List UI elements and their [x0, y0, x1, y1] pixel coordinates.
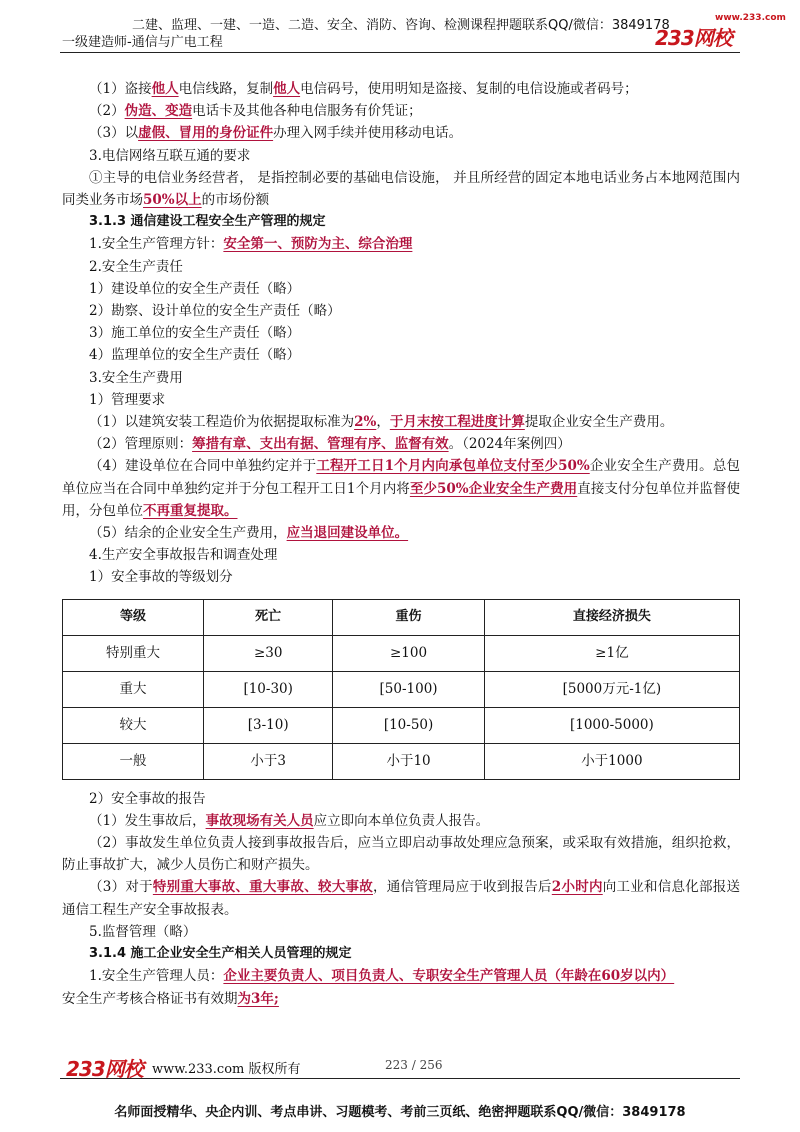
key-term: 不再重复提取。	[143, 502, 238, 519]
item-p3: （3）以虚假、冒用的身份证件办理入网手续并使用移动电话。	[89, 125, 463, 142]
header-divider	[60, 52, 740, 53]
table-row	[63, 671, 740, 707]
section-interconnect: 3.电信网络互联互通的要求	[89, 147, 251, 164]
item-p9: 2）勘察、设计单位的安全生产责任（略）	[89, 303, 341, 320]
item-p14: （1）以建筑安装工程造价为依据提取标准为2%，于月末按工程进度计算提取企业安全生产费用。	[89, 414, 674, 431]
heading-3-1-4: 3.1.4 施工企业安全生产相关人员管理的规定	[89, 946, 352, 962]
item-p21: （1）发生事故后，事故现场有关人员应立即向本单位负责人报告。	[89, 812, 490, 829]
table-cell: [10-30)	[204, 671, 333, 707]
footer-url: www.233.com	[152, 1062, 245, 1077]
item-p12: 3.安全生产费用	[89, 369, 183, 386]
item-p20: 2）安全事故的报告	[89, 790, 206, 807]
key-term: 至少50%企业安全生产费用	[409, 480, 578, 497]
item-p11: 4）监理单位的安全生产责任（略）	[89, 347, 301, 364]
site-logo[interactable]	[655, 13, 786, 51]
key-term: 安全第一、预防为主、综合治理	[223, 236, 413, 253]
key-term: 特别重大事故、重大事故、较大事故	[152, 879, 373, 896]
table-cell: [1000-5000)	[484, 707, 739, 743]
header-promo: 二建、监理、一建、一造、二造、安全、消防、咨询、检测课程押题联系QQ/微信：3849178	[132, 18, 670, 33]
table-cell: [5000万元-1亿)	[484, 671, 739, 707]
item-p18: 4.生产安全事故报告和调查处理	[89, 547, 278, 564]
item-p16: （4）建设单位在合同中单独约定并于工程开工日1个月内向承包单位支付至少50%企业安全生产费用。总包单位应当在合同中单独约定并于分包工程开工日1个月内将至少50%企业安全生产费用直接支付分包单位并监督使用，分包单位不再重复提取。	[62, 458, 741, 519]
page-number: 223 / 256	[385, 1058, 443, 1072]
key-term: 企业主要负责人、项目负责人、专职安全生产管理人员（年龄在60岁以内）	[223, 968, 675, 985]
table-cell: 较大	[63, 707, 204, 743]
table-cell: ≥100	[333, 635, 484, 671]
item-p7: 2.安全生产责任	[89, 258, 183, 275]
logo-url: www.233.com	[715, 13, 786, 23]
item-p13: 1）管理要求	[89, 391, 166, 408]
key-term: 伪造、变造	[124, 103, 193, 120]
table-cell: [50-100)	[333, 671, 484, 707]
item-p25: 1.安全生产管理人员：企业主要负责人、项目负责人、专职安全生产管理人员（年龄在60岁以内） 安全生产考核合格证书有效期为3年;	[62, 968, 675, 1007]
table-cell: ≥1亿	[484, 635, 739, 671]
table-cell: 小于3	[204, 743, 333, 779]
footer-logo[interactable]: 233网校	[66, 1057, 143, 1081]
item-p23: （3）对于特别重大事故、重大事故、较大事故，通信管理局应于收到报告后2小时内向工业和信息化部报送通信工程生产安全事故报表。	[62, 879, 741, 918]
item-p10: 3）施工单位的安全生产责任（略）	[89, 325, 301, 342]
table-cell: 特别重大	[63, 635, 204, 671]
table-header-cell: 等级	[63, 599, 204, 635]
table-cell: 重大	[63, 671, 204, 707]
table-cell: 一般	[63, 743, 204, 779]
table-row	[63, 635, 740, 671]
item-p15: （2）管理原则：筹措有章、支出有据、管理有序、监督有效。（2024年案例四）	[89, 436, 571, 453]
key-term: 虚假、冒用的身份证件	[138, 125, 274, 142]
footer-divider	[60, 1078, 740, 1079]
item-p2: （2）伪造、变造电话卡及其他各种电信服务有价凭证；	[89, 103, 422, 120]
table-header-cell: 直接经济损失	[484, 599, 739, 635]
table-header-cell: 重伤	[333, 599, 484, 635]
key-term: 事故现场有关人员	[205, 812, 314, 829]
key-term: 为3年;	[237, 990, 279, 1007]
item-p5: ①主导的电信业务经营者， 是指控制必要的基础电信设施， 并且所经营的固定本地电话业务占本地网范围内同类业务市场50%以上的市场份额	[62, 169, 740, 209]
table-cell: ≥30	[204, 635, 333, 671]
header-subject: 一级建造师-通信与广电工程	[62, 35, 223, 50]
key-term: 于月末按工程进度计算	[389, 414, 525, 431]
key-term: 50%以上	[143, 192, 202, 209]
item-p22: （2）事故发生单位负责人接到事故报告后，应当立即启动事故处理应急预案，或采取有效措施，组织抢救，防止事故扩大，减少人员伤亡和财产损失。	[62, 835, 740, 874]
heading-3-1-3: 3.1.3 通信建设工程安全生产管理的规定	[89, 214, 326, 230]
table-header-cell: 死亡	[204, 599, 333, 635]
key-term: 2%	[354, 414, 377, 431]
table-cell: 小于1000	[484, 743, 739, 779]
item-p8: 1）建设单位的安全生产责任（略）	[89, 280, 301, 297]
document-body	[62, 78, 740, 1010]
table-row	[63, 743, 740, 779]
item-p6: 1.安全生产管理方针：安全第一、预防为主、综合治理	[89, 236, 413, 253]
item-p1: （1）盗接他人电信线路，复制他人电信码号，使用明知是盗接、复制的电信设施或者码号；	[89, 81, 638, 97]
logo-text: 233网校	[655, 26, 732, 50]
table-cell: 小于10	[333, 743, 484, 779]
key-term: 2小时内	[551, 879, 603, 896]
key-term: 工程开工日1个月内向承包单位支付至少50%	[316, 458, 590, 475]
item-p19: 1）安全事故的等级划分	[89, 569, 233, 586]
key-term: 应当退回建设单位。	[286, 525, 409, 542]
item-p17: （5）结余的企业安全生产费用，应当退回建设单位。	[89, 525, 409, 542]
table-cell: [3-10)	[204, 707, 333, 743]
page-header	[0, 0, 800, 60]
accident-grade-table	[62, 599, 740, 780]
table-cell: [10-50)	[333, 707, 484, 743]
table-header-row	[63, 599, 740, 635]
key-term: 他人	[151, 81, 179, 97]
footer-promo: 名师面授精华、央企内训、考点串讲、习题模考、考前三页纸、绝密押题联系QQ/微信：3849178	[114, 1105, 686, 1120]
key-term: 他人	[273, 81, 301, 97]
item-p24: 5.监督管理（略）	[89, 923, 197, 940]
footer-copyright: www.233.com 版权所有	[152, 1062, 301, 1077]
table-row	[63, 707, 740, 743]
key-term: 筹措有章、支出有据、管理有序、监督有效	[192, 436, 449, 453]
